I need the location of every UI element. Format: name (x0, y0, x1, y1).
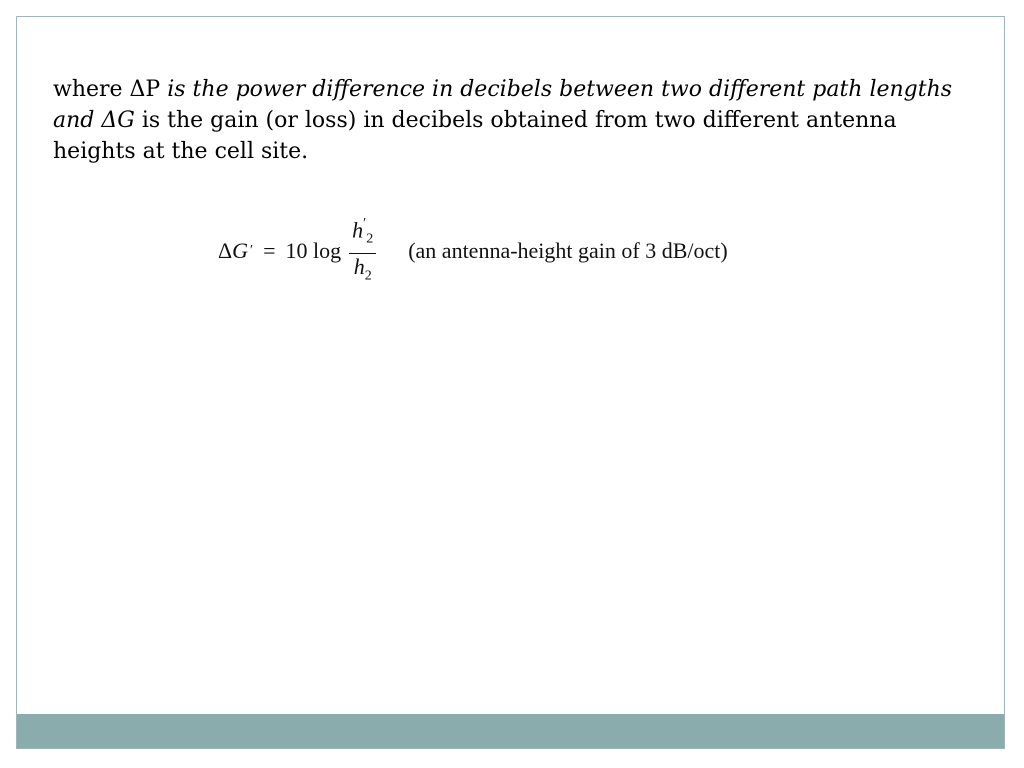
equation-note: (an antenna-height gain of 3 dB/oct) (408, 238, 728, 263)
equation-denominator-subscript: 2 (364, 268, 372, 284)
equation-coefficient: 10 (285, 238, 308, 263)
equation-fraction (349, 213, 376, 289)
equation-lhs-prime: ′ (250, 243, 254, 258)
body-paragraph (53, 74, 953, 167)
equation-delta-symbol: Δ (218, 238, 233, 263)
paragraph-plain-start: where ΔP (53, 77, 168, 102)
footer-bar (17, 714, 1004, 748)
equation-antenna-height-gain (218, 205, 728, 297)
equation-denominator-variable: h (353, 253, 365, 279)
paragraph-plain-end: is the gain (or loss) in decibels obtained from two different antenna heights at the cell site. (53, 108, 897, 164)
slide-frame (16, 16, 1005, 749)
equation-numerator (349, 213, 376, 253)
equation-numerator-prime: ′ (363, 215, 367, 231)
equation-numerator-variable: h (352, 217, 364, 243)
paragraph-italic-definition: is the power difference in decibels between two different path lengths and ΔG (53, 77, 953, 133)
equation-log: log (313, 238, 342, 263)
equation-equals-sign: = (263, 238, 276, 263)
equation-denominator (351, 254, 375, 289)
equation-lhs-variable: G (232, 238, 249, 263)
equation-lhs (218, 238, 253, 264)
equation-numerator-subscript: 2 (366, 231, 374, 247)
